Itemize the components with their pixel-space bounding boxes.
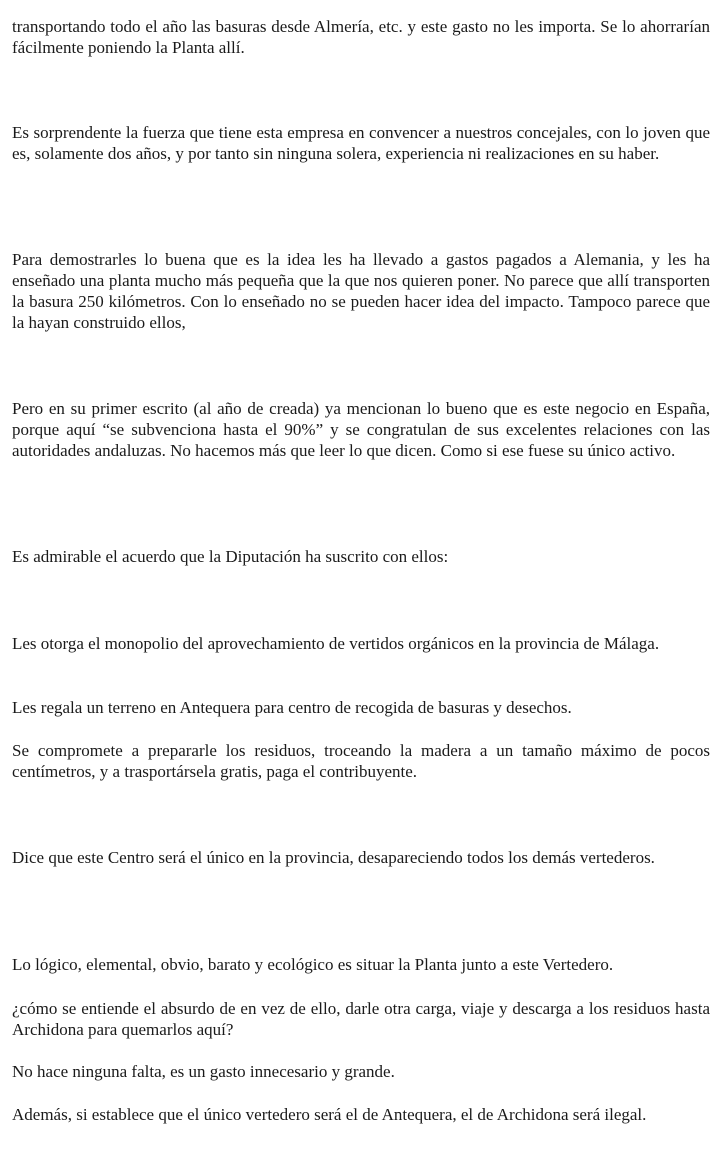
paragraph-unnecessary-cost: No hace ninguna falta, es un gasto innecesario y grande.	[12, 1062, 395, 1081]
paragraph-first-writing: Pero en su primer escrito (al año de creada) ya mencionan lo bueno que es este negocio en España, porque aquí “se subvenciona hasta el 90%” y se congratulan de sus excelentes relaciones con las autoridades andaluzas. No hacemos más que leer lo que dicen. Como si ese fuese su único activo.	[12, 399, 710, 460]
paragraph-monopoly: Les otorga el monopolio del aprovechamiento de vertidos orgánicos en la provincia de Málaga.	[12, 634, 660, 653]
paragraph-company-persuasion: Es sorprendente la fuerza que tiene esta empresa en convencer a nuestros concejales, con lo joven que es, solamente dos años, y por tanto sin ninguna solera, experiencia ni realizaciones en su haber.	[12, 123, 710, 163]
paragraph-logical-location: Lo lógico, elemental, obvio, barato y ecológico es situar la Planta junto a este Vertedero.	[12, 955, 614, 974]
paragraph-waste-preparation: Se compromete a prepararle los residuos, troceando la madera a un tamaño máximo de pocos centímetros, y a trasportársela gratis, paga el contribuyente.	[12, 741, 710, 781]
paragraph-almeria-transport: transportando todo el año las basuras desde Almería, etc. y este gasto no les importa. Se lo ahorrarían fácilmente poniendo la Planta allí.	[12, 17, 710, 57]
paragraph-agreement-intro: Es admirable el acuerdo que la Diputación ha suscrito con ellos:	[12, 547, 449, 566]
paragraph-germany-trip: Para demostrarles lo buena que es la idea les ha llevado a gastos pagados a Alemania, y les ha enseñado una planta mucho más pequeña que la que nos quieren poner. No parece que allí transporten la basura 250 kilómetros. Con lo enseñado no se pueden hacer idea del impacto. Tampoco parece que la hayan construido ellos,	[12, 250, 710, 332]
paragraph-illegal-landfill: Además, si establece que el único vertedero será el de Antequera, el de Archidona será ilegal.	[12, 1105, 647, 1124]
paragraph-absurd-question: ¿cómo se entiende el absurdo de en vez de ello, darle otra carga, viaje y descarga a los residuos hasta Archidona para quemarlos aquí?	[12, 999, 710, 1039]
paragraph-single-centre: Dice que este Centro será el único en la provincia, desapareciendo todos los demás vertederos.	[12, 848, 655, 867]
paragraph-land-gift: Les regala un terreno en Antequera para centro de recogida de basuras y desechos.	[12, 698, 572, 717]
